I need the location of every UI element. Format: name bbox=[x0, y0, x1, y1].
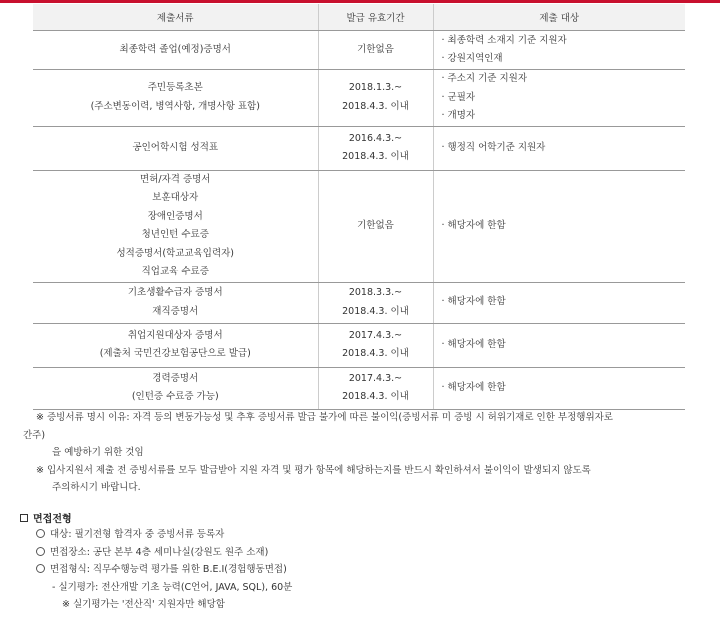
circle-bullet-icon bbox=[36, 547, 45, 556]
document-cell-line: 최종학력 졸업(예정)증명서 bbox=[119, 43, 231, 55]
table-row bbox=[33, 126, 685, 170]
period-cell bbox=[318, 170, 433, 282]
document-cell-line: 주민등록초본 bbox=[147, 82, 203, 94]
header-documents: 제출서류 bbox=[33, 4, 318, 31]
period-cell bbox=[318, 126, 433, 170]
note-caution: ※ 입사지원서 제출 전 증빙서류를 모두 발급받아 지원 자격 및 평가 항목에 해당하는지를 반드시 확인하셔서 불이익이 발생되지 않도록 bbox=[36, 464, 591, 476]
note-reason: ※ 증빙서류 명시 이유: 자격 등의 변동가능성 및 추후 증빙서류 발급 불가에 따른 불이익(증빙서류 미 증빙 시 허위기재로 인한 부정행위자로 bbox=[36, 412, 613, 423]
document-cell-line: 경력증명서 bbox=[152, 372, 199, 384]
target-cell bbox=[433, 170, 685, 282]
document-cell-line: 공인어학시험 성적표 bbox=[132, 141, 219, 153]
target-cell-line: · 행정직 어학기준 지원자 bbox=[441, 141, 546, 153]
target-cell-line: · 개명자 bbox=[441, 110, 476, 121]
document-cell-line: 성적증명서(학교교육입력자) bbox=[116, 247, 235, 259]
target-cell bbox=[433, 31, 685, 70]
top-accent-bar bbox=[0, 0, 720, 3]
document-cell bbox=[33, 31, 318, 70]
document-cell bbox=[33, 70, 318, 127]
document-cell bbox=[33, 323, 318, 367]
period-cell-line: 2017.4.3.~ bbox=[348, 329, 403, 341]
period-cell bbox=[318, 367, 433, 409]
circle-bullet-icon bbox=[36, 564, 45, 573]
table-row bbox=[33, 31, 685, 70]
target-cell bbox=[433, 367, 685, 409]
target-cell bbox=[433, 70, 685, 127]
notes-block bbox=[23, 409, 686, 497]
practical-exam-item: - 실기평가: 전산개발 기초 능력(C언어, JAVA, SQL), 60분 bbox=[52, 581, 293, 593]
document-cell bbox=[33, 126, 318, 170]
document-cell bbox=[33, 282, 318, 323]
table-row bbox=[33, 367, 685, 409]
list-item: 면접형식: 직무수행능력 평가를 위한 B.E.I(경험행동면접) bbox=[36, 561, 292, 579]
period-cell bbox=[318, 31, 433, 70]
header-validity-period: 발급 유효기간 bbox=[318, 4, 433, 31]
document-cell-line: (인턴증 수료증 가능) bbox=[131, 391, 219, 402]
target-cell-line: · 군필자 bbox=[441, 91, 476, 103]
note-reason-end: 을 예방하기 위한 것임 bbox=[52, 447, 144, 458]
period-cell-line: 2018.3.3.~ bbox=[348, 287, 403, 298]
practical-exam-note: ※ 실기평가는 '전산직' 지원자만 해당함 bbox=[62, 599, 225, 610]
period-cell-line: 2018.4.3. 이내 bbox=[342, 391, 409, 402]
document-cell-line: (제출처 국민건강보험공단으로 발급) bbox=[99, 348, 251, 359]
document-cell bbox=[33, 367, 318, 409]
document-cell-line: 재직증명서 bbox=[152, 305, 199, 317]
documents-table bbox=[33, 4, 685, 410]
period-cell-line: 2016.4.3.~ bbox=[348, 132, 403, 144]
table-header-row bbox=[33, 4, 685, 31]
target-cell-line: · 해당자에 한함 bbox=[441, 338, 506, 350]
document-cell-line: 직업교육 수료증 bbox=[141, 266, 209, 277]
circle-bullet-icon bbox=[36, 529, 45, 538]
target-cell-line: · 최종학력 소재지 기준 지원자 bbox=[441, 34, 567, 46]
document-cell-line: 장애인증명서 bbox=[147, 210, 203, 222]
note-caution-cont: 주의하시기 바랍니다. bbox=[52, 482, 141, 493]
list-item: 대상: 필기전형 합격자 중 증빙서류 등록자 bbox=[36, 526, 292, 544]
list-item: 면접장소: 공단 본부 4층 세미나실(강원도 원주 소재) bbox=[36, 544, 292, 562]
period-cell-line: 2018.4.3. 이내 bbox=[342, 348, 409, 359]
period-cell-line: 2017.4.3.~ bbox=[348, 372, 403, 384]
header-target: 제출 대상 bbox=[433, 4, 685, 31]
document-cell-line: (주소변동이력, 병역사항, 개명사항 표함) bbox=[90, 100, 260, 112]
target-cell-line: · 해당자에 한함 bbox=[441, 219, 506, 231]
period-cell-line: 2018.4.3. 이내 bbox=[342, 305, 409, 317]
target-cell bbox=[433, 282, 685, 323]
target-cell-line: · 주소지 기준 지원자 bbox=[441, 73, 527, 84]
document-cell-line: 기초생활수급자 증명서 bbox=[127, 287, 223, 298]
period-cell-line: 2018.1.3.~ bbox=[348, 82, 403, 94]
period-cell bbox=[318, 323, 433, 367]
document-cell-line: 면허/자격 증명서 bbox=[140, 173, 211, 185]
target-cell bbox=[433, 126, 685, 170]
table-row bbox=[33, 70, 685, 127]
document-cell-line: 보훈대상자 bbox=[152, 192, 199, 203]
period-cell-line: 기한없음 bbox=[357, 219, 394, 231]
target-cell-line: · 해당자에 한함 bbox=[441, 381, 506, 393]
square-bullet-icon bbox=[20, 514, 28, 522]
table-row bbox=[33, 282, 685, 323]
target-cell-line: · 해당자에 한함 bbox=[441, 296, 506, 308]
document-cell bbox=[33, 170, 318, 282]
period-cell-line: 2018.4.3. 이내 bbox=[342, 100, 409, 112]
interview-items bbox=[36, 526, 292, 614]
table-row bbox=[33, 170, 685, 282]
target-cell-line: · 강원지역인재 bbox=[441, 53, 503, 64]
document-cell-line: 청년인턴 수료증 bbox=[141, 229, 209, 240]
target-cell bbox=[433, 323, 685, 367]
period-cell bbox=[318, 282, 433, 323]
period-cell bbox=[318, 70, 433, 127]
period-cell-line: 기한없음 bbox=[357, 43, 394, 55]
interview-section-title: 면접전형 bbox=[20, 510, 72, 525]
period-cell-line: 2018.4.3. 이내 bbox=[342, 151, 409, 162]
document-cell-line: 취업지원대상자 증명서 bbox=[127, 329, 223, 341]
table-row bbox=[33, 323, 685, 367]
note-reason-cont: 간주) bbox=[23, 429, 46, 441]
